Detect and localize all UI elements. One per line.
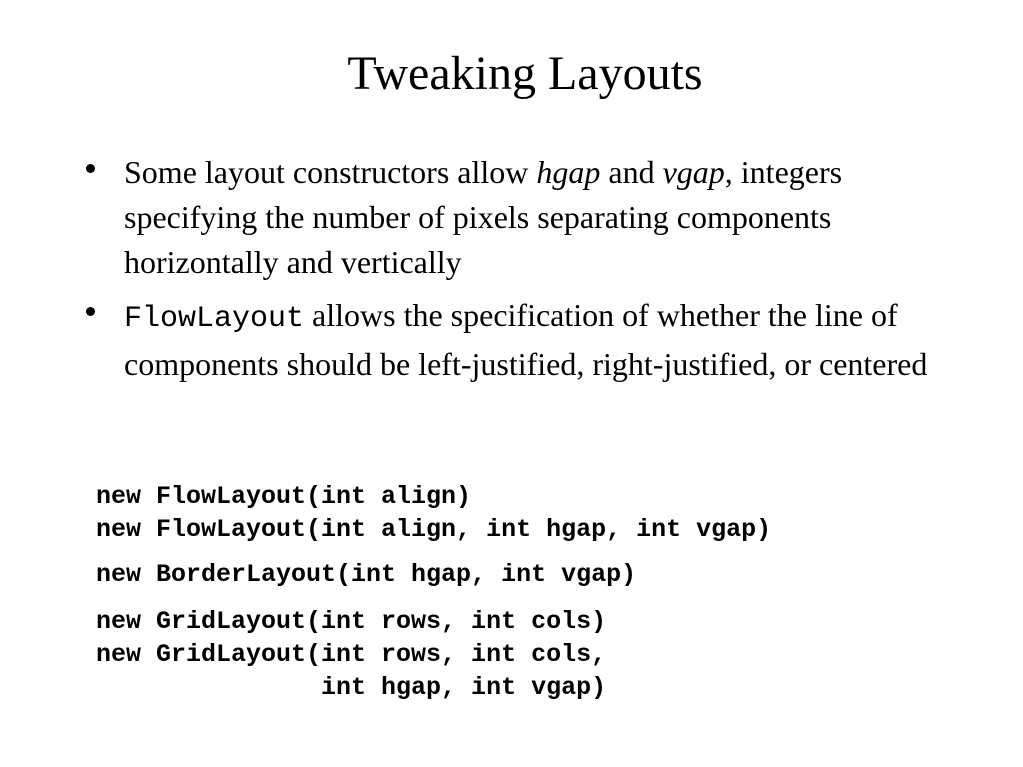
slide-title: Tweaking Layouts [347, 47, 703, 100]
flowlayout-code-term: FlowLayout [124, 302, 305, 336]
code-line-borderlayout: new BorderLayout(int hgap, int vgap) [96, 560, 637, 589]
code-line-flowlayout-gaps: new FlowLayout(int align, int hgap, int vgap) [96, 515, 772, 544]
bullet-text-alignment: allows the specification of whether the line of components should be left-justified, right-justified, or centered [124, 297, 928, 382]
code-line-gridlayout-gaps-2: int hgap, int vgap) [96, 673, 607, 702]
code-line-gridlayout: new GridLayout(int rows, int cols) [96, 607, 607, 636]
code-line-flowlayout-align: new FlowLayout(int align) [96, 482, 472, 511]
bullet-text-intro: Some layout constructors allow [124, 154, 537, 190]
hgap-term: hgap [536, 154, 601, 190]
bullet-text-rest: , integers specifying the number of pixels separating components horizontally and vertically [124, 154, 843, 280]
constructor-code-block [96, 480, 771, 704]
bullet-item-flowlayout [0, 293, 964, 387]
bullet-list [0, 150, 1023, 395]
vgap-term: vgap [662, 154, 725, 190]
bullet-item-gaps [0, 150, 964, 285]
code-line-gridlayout-gaps-1: new GridLayout(int rows, int cols, [96, 640, 607, 669]
bullet-dot-icon [86, 164, 95, 173]
bullet-dot-icon [86, 307, 95, 316]
bullet-text-and: and [600, 154, 663, 190]
